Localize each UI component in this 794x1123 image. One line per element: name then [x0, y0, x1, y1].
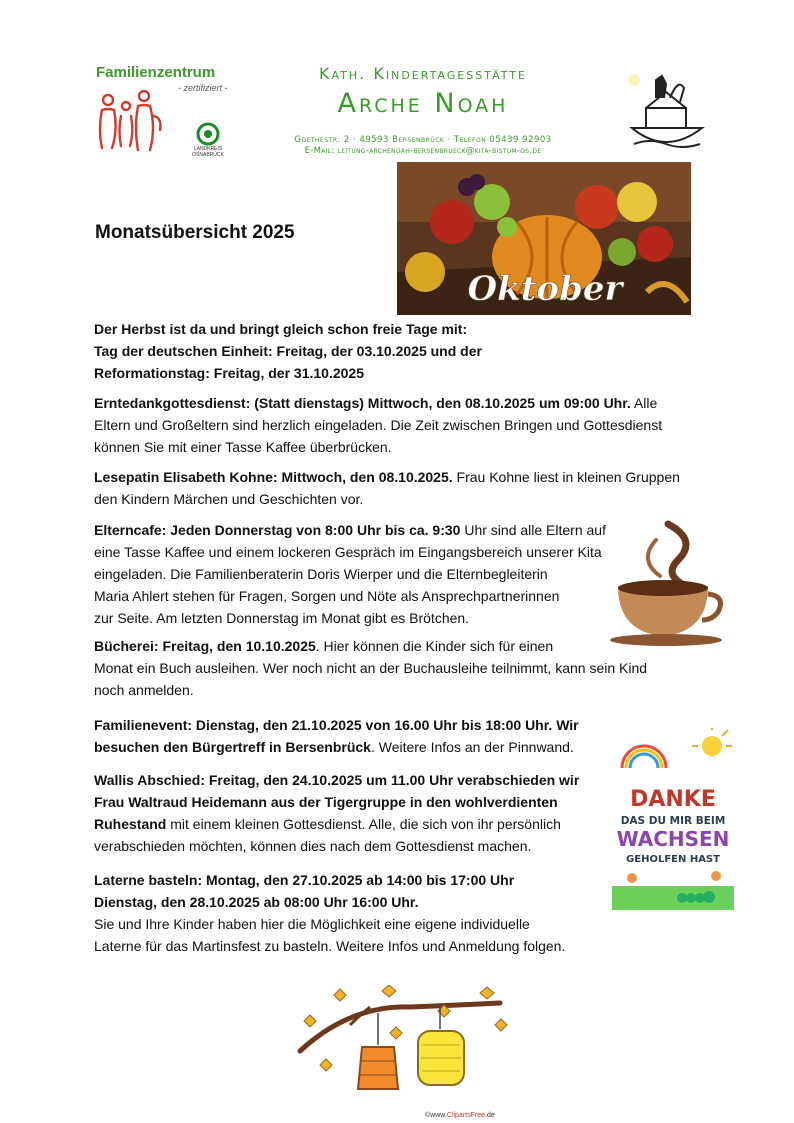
familienevent-line-2-rest: . Weitere Infos an der Pinnwand.	[370, 739, 574, 755]
familienzentrum-zertifiziert: - zertifiziert -	[178, 83, 228, 93]
elterncafe-line-1-rest: Uhr sind alle Eltern auf	[460, 522, 606, 538]
danke-word-3: WACHSEN	[616, 827, 730, 851]
credit-brand: ClipartsFree	[446, 1112, 486, 1119]
kita-address: Goethestr. 2 · 49593 Bersenbrück · Telefon 05439 92903	[294, 135, 552, 145]
buecherei-line-2: Monat ein Buch ausleihen. Wer noch nicht an der Buchausleihe teilnimmt, kann sein Kind	[94, 660, 648, 676]
section-lesepatin	[94, 466, 680, 510]
credit-suffix: .de	[485, 1112, 495, 1119]
elterncafe-line-5: zur Seite. Am letzten Donnerstag im Monat gibt es Brötchen.	[94, 610, 470, 626]
elterncafe-line-2: eine Tasse Kaffee und einem lockeren Gespräch im Eingangsbereich unserer Kita	[94, 544, 602, 560]
wallis-line-3-rest: mit einem kleinen Gottesdienst. Alle, die sich von ihr persönlich	[166, 816, 561, 832]
section-intro	[94, 318, 482, 384]
lesepatin-line-1-rest: Frau Kohne liest in kleinen Gruppen	[452, 469, 680, 485]
wallis-line-4: verabschieden möchten, können dies nach dem Gottesdienst machen.	[94, 838, 532, 854]
lesepatin-line-2: den Kindern Märchen und Geschichten vor.	[94, 491, 364, 507]
laterne-line-4: Laterne für das Martinsfest zu basteln. Weitere Infos und Anmeldung folgen.	[94, 938, 566, 954]
intro-line-2: Tag der deutschen Einheit: Freitag, der 03.10.2025 und der	[94, 343, 482, 359]
laterne-line-2: Dienstag, den 28.10.2025 ab 08:00 Uhr 16:00 Uhr.	[94, 894, 419, 910]
buecherei-line-1-rest: . Hier können die Kinder sich für einen	[315, 638, 554, 654]
landkreis-label: LANDKREIS OSNABRÜCK	[192, 146, 224, 158]
kita-email: E-Mail: leitung-archenoah-bersenbrueck@kita-bistum-os.de	[304, 146, 542, 156]
section-erntedank	[94, 392, 662, 458]
laterne-line-1: Laterne basteln: Montag, den 27.10.2025 ab 14:00 bis 17:00 Uhr	[94, 872, 515, 888]
wallis-heading-3: Ruhestand	[94, 816, 167, 832]
elterncafe-line-4: Maria Ahlert stehen für Fragen, Sorgen und Nöte als Ansprechpartnerinnen	[94, 588, 560, 604]
familienzentrum-title: Familienzentrum	[96, 64, 216, 81]
erntedank-line-2: Eltern und Großeltern sind herzlich eingeladen. Die Zeit zwischen Bringen und Gottesdienst	[94, 417, 663, 433]
laterne-line-3: Sie und Ihre Kinder haben hier die Möglichkeit eine eigene individuelle	[94, 916, 530, 932]
danke-word-2: DAS DU MIR BEIM	[620, 815, 726, 827]
intro-line-3: Reformationstag: Freitag, der 31.10.2025	[94, 365, 364, 381]
lantern-icon	[290, 985, 510, 1105]
page-title: Monatsübersicht 2025	[95, 222, 295, 243]
section-elterncafe	[94, 519, 606, 629]
erntedank-line-1-rest: Alle	[630, 395, 658, 411]
erntedank-heading: Erntedankgottesdienst: (Statt dienstags) Mittwoch, den 08.10.2025 um 09:00 Uhr.	[94, 395, 631, 411]
intro-line-1: Der Herbst ist da und bringt gleich schon freie Tage mit:	[94, 321, 468, 337]
coffee-cup-icon	[608, 520, 728, 648]
credit-prefix: ©www.	[425, 1112, 447, 1119]
wallis-line-2: Frau Waltraud Heidemann aus der Tigergruppe in den wohlverdienten	[94, 794, 558, 810]
kita-type: Kath. Kindertagesstätte	[319, 64, 527, 83]
familienevent-line-1: Familienevent: Dienstag, den 21.10.2025 von 16.00 Uhr bis 18:00 Uhr. Wir	[94, 717, 579, 733]
section-buecherei	[94, 635, 647, 701]
buecherei-line-3: noch anmelden.	[94, 682, 194, 698]
family-people-icon	[96, 90, 166, 152]
lesepatin-heading: Lesepatin Elisabeth Kohne: Mittwoch, den 08.10.2025.	[94, 469, 453, 485]
danke-poster-image	[612, 728, 734, 910]
danke-word-4: GEHOLFEN HAST	[626, 854, 720, 865]
kita-name: Arche Noah	[337, 88, 509, 119]
section-wallis	[94, 769, 579, 857]
erntedank-line-3: können Sie mit einer Tasse Kaffee überbrücken.	[94, 439, 392, 455]
section-familienevent	[94, 714, 579, 758]
ark-icon	[626, 68, 708, 158]
oktober-fruit-image	[397, 162, 691, 315]
elterncafe-line-3: eingeladen. Die Familienberaterin Doris Wierper und die Elternbegleiterin	[94, 566, 548, 582]
wallis-line-1: Wallis Abschied: Freitag, den 24.10.2025 um 11.00 Uhr verabschieden wir	[94, 772, 580, 788]
elterncafe-heading: Elterncafe: Jeden Donnerstag von 8:00 Uhr bis ca. 9:30	[94, 522, 461, 538]
danke-word-1: DANKE	[630, 787, 716, 812]
familienevent-heading-2: besuchen den Bürgertreff in Bersenbrück	[94, 739, 371, 755]
section-laterne	[94, 869, 565, 957]
buecherei-heading: Bücherei: Freitag, den 10.10.2025	[94, 638, 316, 654]
oktober-label: Oktober	[467, 269, 623, 309]
clipart-credit	[425, 1112, 495, 1119]
